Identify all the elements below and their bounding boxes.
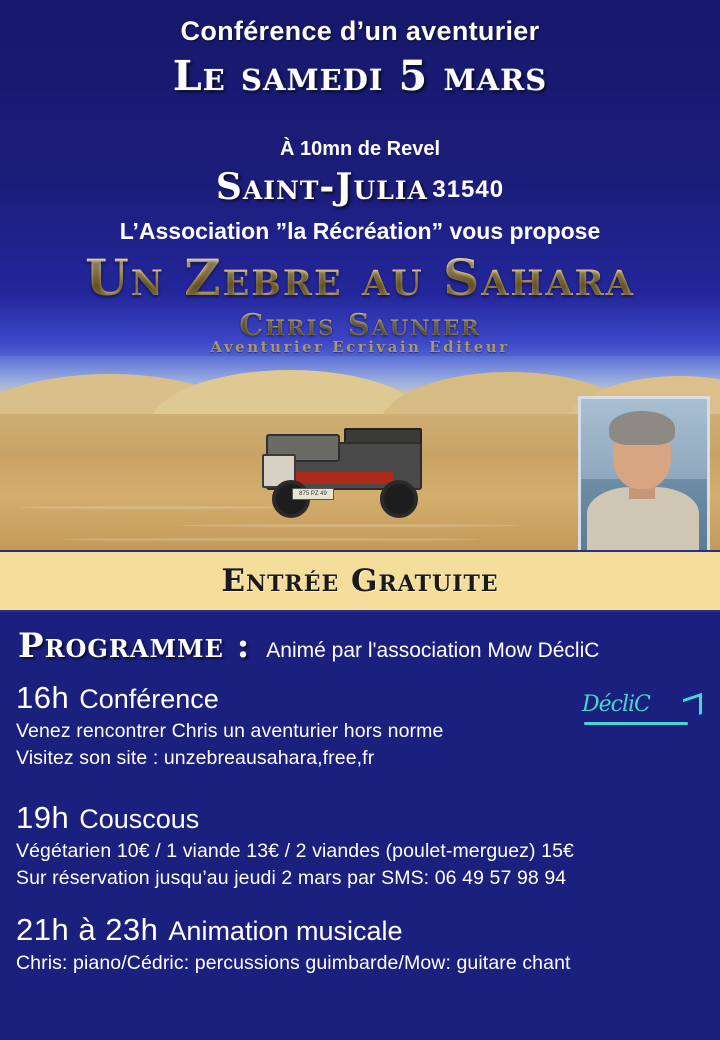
headline-date: Le samedi 5 mars	[172, 52, 548, 100]
programme-slot-heading	[16, 680, 706, 716]
programme-slot-time: 16h	[16, 680, 70, 715]
free-entry-text: Entrée Gratuite	[221, 563, 499, 599]
programme-slot-detail: Végétarien 10€ / 1 viande 13€ / 2 viandes (poulet-merguez) 15€	[16, 840, 574, 862]
expedition-truck	[248, 428, 438, 514]
portrait-hair	[609, 411, 675, 445]
truck-license-plate: 875 PZ 49	[292, 488, 334, 500]
programme-slot-label: Animation musicale	[168, 916, 403, 946]
city-name: Saint-Julia	[215, 166, 428, 208]
sand-ripple	[180, 524, 520, 527]
programme-slot	[16, 800, 706, 890]
programme-slot-detail: Sur réservation jusqu’au jeudi 2 mars par SMS: 06 49 57 98 94	[16, 867, 567, 889]
free-entry-band	[0, 550, 720, 612]
programme-header	[18, 626, 708, 666]
programme-slot-time: 21h à 23h	[16, 912, 159, 947]
city-zip: 31540	[432, 176, 505, 203]
city-line	[0, 166, 720, 208]
programme-slot-label: Conférence	[79, 684, 219, 714]
programme-slot-heading	[16, 800, 706, 836]
programme-slot-heading	[16, 912, 706, 948]
programme-slot-label: Couscous	[79, 804, 200, 834]
programme-slot-detail: Chris: piano/Cédric: percussions guimbarde/Mow: guitare chant	[16, 952, 571, 974]
programme-slot-time: 19h	[16, 800, 70, 835]
avatar	[578, 396, 710, 556]
programme-slot	[16, 680, 706, 770]
sand-ripple	[60, 538, 480, 541]
programme-title: Programme :	[18, 626, 251, 666]
author-name: Chris Saunier	[0, 308, 720, 343]
sand-ripple	[20, 506, 280, 509]
programme-slot	[16, 912, 706, 975]
programme-animated-by: Animé par l'association Mow DécliC	[266, 639, 600, 662]
programme-slot-detail: Visitez son site : unzebreausahara,free,fr	[16, 747, 375, 769]
declic-logo-text: DécliC	[582, 692, 650, 717]
association-line: L’Association ”la Récréation” vous propose	[119, 218, 601, 244]
programme-section	[0, 612, 720, 1040]
headline-conference: Conférence d’un aventurier	[180, 16, 540, 46]
event-title: Un Zebre au Sahara	[0, 248, 720, 307]
author-subtitle: Aventurier Ecrivain Editeur	[210, 338, 510, 356]
programme-slot-detail: Venez rencontrer Chris un aventurier hors norme	[16, 720, 444, 742]
truck-wheel	[380, 480, 418, 518]
proximity-text: À 10mn de Revel	[279, 138, 441, 160]
